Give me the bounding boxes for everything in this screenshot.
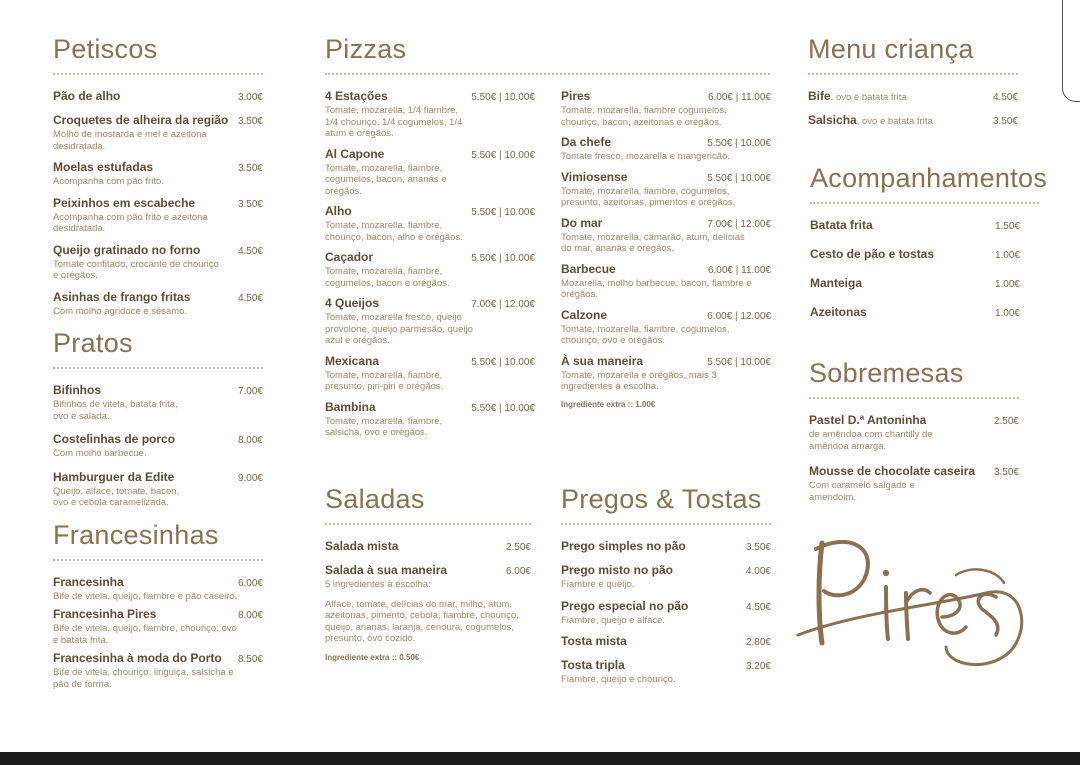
menu-item (325, 250, 535, 289)
menu-item-row (561, 634, 771, 650)
item-price: 4.50€ (237, 245, 263, 257)
item-description: Acompanha com pão frito. (53, 176, 164, 187)
menu-item-row (53, 470, 263, 486)
item-price: 6.00€ | 11.00€ (707, 264, 771, 276)
item-name-wrap (808, 89, 907, 105)
bottom-bar (0, 752, 1080, 765)
item-name: Mousse de chocolate caseira (809, 464, 976, 478)
menu-item (325, 147, 535, 198)
item-name: Da chefe (561, 135, 612, 149)
section-title-pregos: Pregos & Tostas (561, 484, 762, 514)
menu-item (561, 135, 771, 163)
item-description: Tomate, mozarella, 1/4 fiambre, 1/4 chouriço, 1/4 cogumelos, 1/4 atum e orégãos. (325, 105, 463, 139)
item-name: Bambina (325, 399, 376, 414)
menu-item (53, 243, 263, 282)
menu-item-row (810, 218, 1020, 234)
item-name: Francesinha Pires (53, 607, 157, 621)
item-price: 4.50€ (237, 292, 263, 304)
menu-item (810, 218, 1020, 234)
menu-item (809, 464, 1019, 503)
menu-item (325, 563, 531, 591)
menu-item (53, 607, 263, 646)
pratos-list (53, 383, 263, 509)
section-title-menu-crianca: Menu criança (808, 34, 974, 64)
menu-item-row (810, 276, 1020, 292)
menu-item (561, 170, 771, 209)
menu-item-row (561, 308, 771, 324)
item-name: Do mar (561, 215, 603, 230)
petiscos-list (53, 89, 263, 317)
menu-item (53, 470, 263, 509)
item-price: 7.00€ | 12.00€ (471, 299, 535, 310)
item-price: 3.50€ (992, 116, 1018, 127)
menu-item (561, 599, 771, 627)
section-title-sobremesas: Sobremesas (809, 358, 964, 388)
item-price: 5.50€ | 10.00€ (707, 356, 771, 368)
menu-item-row (53, 160, 263, 176)
item-description: Bife de vitela, queijo, fiambre, chouriço, ovo e batata frita. (53, 623, 237, 646)
menu-item (561, 634, 771, 650)
item-name: Manteiga (810, 276, 863, 290)
item-name: Salada à sua maneira (325, 563, 448, 577)
menu-item (53, 432, 263, 460)
divider (53, 367, 263, 369)
item-price: 5.50€ | 10.00€ (471, 253, 535, 264)
menu-item-row (810, 305, 1020, 321)
item-name: Azeitonas (810, 305, 867, 319)
menu-item-row (325, 354, 535, 370)
menu-item (53, 575, 263, 603)
item-description: Tomate, mozarella, camarão, atum, delícias do mar, ananás e orégãos. (561, 231, 745, 254)
menu-item (809, 413, 1019, 452)
item-name: Prego misto no pão (561, 563, 674, 577)
menu-item (561, 262, 771, 301)
menu-crianca-list (808, 89, 1018, 129)
menu-item-row (561, 658, 771, 674)
menu-item (561, 539, 771, 555)
menu-item-row (53, 432, 263, 448)
item-price: 1.00€ (994, 308, 1020, 319)
sobremesas-section (809, 357, 1019, 515)
section-title-francesinhas: Francesinhas (53, 519, 219, 550)
item-name: Croquetes de alheira da região (53, 113, 229, 127)
menu-item-row (809, 413, 1019, 429)
menu-item (561, 216, 771, 255)
section-title-pizzas: Pizzas (325, 34, 407, 64)
menu-item (53, 113, 263, 152)
item-name: Caçador (325, 250, 374, 264)
menu-item (53, 89, 263, 105)
item-name: Tosta tripla (561, 658, 625, 672)
menu-item-row (561, 539, 771, 555)
item-description: Tomate, mozarella, fiambre, salsicha, ovo e orégãos. (325, 415, 443, 438)
menu-item-row (561, 563, 771, 579)
item-description: Fiambre, queijo e chouriço. (561, 674, 676, 685)
item-name: Pires (561, 89, 591, 103)
menu-item-row (561, 599, 771, 615)
item-price: 3.50€ (237, 116, 263, 127)
item-price: 5.50€ | 10.00€ (471, 92, 535, 103)
item-description: de amêndoa com chantilly de amêndoa amarga. (809, 429, 933, 452)
item-name: 4 Queijos (325, 296, 380, 310)
menu-item-row (810, 247, 1020, 263)
pizzas-section (325, 33, 770, 89)
sobremesas-list (809, 413, 1019, 503)
item-description: Tomate, mozarella e orégãos, mais 3 ingredientes à escolha. (561, 369, 717, 392)
menu-item-row (325, 250, 535, 266)
item-name: Pastel D.ª Antoninha (809, 413, 927, 427)
menu-item (325, 400, 535, 439)
item-price: 2.50€ (505, 542, 531, 553)
item-description: Bifinhos de vitela, batata frita, ovo e salada. (53, 399, 178, 422)
item-price: 2.80€ (745, 637, 771, 648)
saladas-section (325, 483, 531, 662)
item-price: 3.50€ (993, 467, 1019, 478)
item-price: 3.00€ (237, 92, 263, 103)
item-name: Peixinhos em escabeche (53, 195, 196, 210)
menu-item-row (53, 89, 263, 105)
item-name: Francesinha à moda do Porto (53, 651, 222, 665)
menu-item-row (325, 89, 535, 105)
menu-item (561, 563, 771, 591)
divider (561, 523, 771, 525)
item-price: 4.00€ (745, 566, 771, 577)
menu-item-row (325, 147, 535, 163)
item-price: 1.50€ (994, 221, 1020, 232)
section-title-saladas: Saladas (325, 484, 425, 514)
item-description: 5 ingredientes à escolha: (325, 579, 431, 590)
item-description: Tomate, mozarella, fiambre cogumelos, chouriço, bacon, azeitonas e orégãos. (561, 105, 727, 128)
menu-item-row (561, 262, 771, 278)
acompanhamentos-list (810, 218, 1020, 321)
item-price: 3.50€ (745, 542, 771, 553)
menu-item (808, 89, 1018, 105)
item-name: Costelinhas de porco (53, 432, 176, 446)
item-price: 5.50€ | 10.00€ (471, 402, 535, 414)
item-name: Calzone (561, 307, 608, 322)
menu-item (810, 305, 1020, 321)
item-price: 7.00€ (237, 386, 263, 397)
item-price: 6.00€ | 12.00€ (707, 310, 771, 322)
item-name: Barbecue (561, 261, 616, 276)
menu-item-row (561, 170, 771, 186)
item-price: 9.00€ (237, 472, 263, 484)
item-description: Acompanha com pão frito e azeitona desidratada. (53, 211, 208, 234)
menu-item (53, 160, 263, 188)
menu-item-row (53, 290, 263, 306)
item-name: Prego simples no pão (561, 539, 686, 553)
menu-item-row (325, 539, 531, 555)
item-description: Com molho barbecue. (53, 448, 147, 459)
menu-item (561, 308, 771, 347)
item-price: 6.00€ (505, 566, 531, 577)
item-description: Tomate, mozarella fresco, queijo provolone, queijo parmesão, queijo azul e orégãos. (325, 312, 473, 346)
item-description: Com molho agridoce e sésamo. (53, 305, 188, 317)
salad-options-text: Alface, tomate, delícias do mar, milho, atum, azeitonas, pimento, cebola, fiambre, chouriço, queijo, ananás, laranja, cenoura, cogumelos, presunto, ovo cozido. (325, 598, 519, 644)
menu-item-row (808, 113, 1018, 129)
divider (325, 523, 531, 525)
item-price: 5.50€ | 10.00€ (707, 138, 771, 149)
menu-item-row (53, 243, 263, 259)
item-price: 4.50€ (992, 92, 1018, 103)
menu-item-row (53, 196, 263, 212)
menu-item-row (809, 464, 1019, 480)
item-description: Bife de vitela, queijo, fiambre e pão caseiro. (53, 590, 238, 602)
menu-item (325, 89, 535, 140)
pregos-list (561, 539, 771, 686)
menu-item-row (561, 89, 771, 105)
item-name-wrap (808, 113, 933, 129)
pires-logo (796, 535, 1036, 675)
item-description: Molho de mostarda e mel e azeitona desidratada. (53, 129, 207, 152)
item-price: 5.50€ | 10.00€ (471, 207, 535, 218)
item-description: Tomate, mozarella, fiambre, cogumelos, bacon, ananás e orégãos. (325, 162, 447, 197)
item-price: 6.00€ | 11.00€ (707, 92, 771, 103)
menu-item-row (325, 204, 535, 220)
item-description: Tomate confitado, crocante de chouriço e orégãos. (53, 258, 219, 281)
item-price: 3.20€ (745, 661, 771, 672)
divider (809, 397, 1019, 399)
saladas-list (325, 539, 531, 591)
divider (325, 73, 770, 75)
menu-item-row (53, 113, 263, 129)
item-name: Prego especial no pão (561, 598, 689, 613)
pizzas-left-list (325, 89, 535, 446)
menu-item (810, 276, 1020, 292)
pregos-section (561, 483, 771, 694)
item-price: 3.50€ (237, 163, 263, 174)
item-description: , ovo e batata frita (830, 92, 907, 103)
item-name: Al Capone (325, 146, 385, 161)
menu-item (561, 89, 771, 128)
menu-item (325, 296, 535, 347)
section-title-petiscos: Petiscos (53, 34, 158, 64)
section-title-pratos: Pratos (53, 328, 133, 358)
item-name: Bifinhos (53, 383, 101, 397)
item-description: Tomate, mozarella, fiambre, cogumelos, chouriço, ovo e orégãos. (561, 323, 730, 346)
menu-item-row (53, 383, 263, 399)
francesinhas-list (53, 575, 263, 691)
item-name: Mexicana (325, 353, 380, 368)
item-description: Com caramelo salgado e amendoim. (809, 480, 915, 503)
item-price: 3.50€ (237, 198, 263, 210)
item-name: Moelas estufadas (53, 160, 154, 174)
item-description: Tomate, mozarella, fiambre, presunto, piri-piri e orégãos. (325, 369, 444, 392)
item-price: 4.50€ (745, 601, 771, 613)
menu-item (325, 204, 535, 243)
divider (53, 559, 263, 561)
item-price: 5.50€ | 10.00€ (471, 356, 535, 368)
menu-item-row (561, 216, 771, 232)
item-name: Queijo gratinado no forno (53, 242, 201, 257)
column-4 (808, 33, 1018, 137)
item-description: Tomate fresco, mozarella e mangericão. (561, 151, 730, 162)
item-description: Fiambre e queijo. (561, 579, 635, 590)
pizzas-right-list (561, 89, 771, 393)
item-description: Bife de vitela, chouriço, linguiça, salsicha e pão de forma. (53, 667, 234, 690)
divider (810, 202, 1039, 204)
item-price: 6.00€ (237, 577, 263, 589)
item-name: Batata frita (810, 218, 873, 232)
menu-item-row (561, 135, 771, 151)
item-price: 1.00€ (994, 250, 1020, 261)
item-price: 7.00€ | 12.00€ (707, 218, 771, 230)
item-name: Asinhas de frango fritas (53, 289, 191, 304)
item-name: Bife (808, 89, 831, 103)
menu-item (810, 247, 1020, 263)
menu-item (325, 354, 535, 393)
item-name: Francesinha (53, 574, 124, 589)
item-description: Mozarella, molho barbecue, bacon, fiambre e orégãos. (561, 277, 752, 300)
section-title-acompanhamentos: Acompanhamentos (810, 163, 1048, 193)
item-name: Cesto de pão e tostas (810, 247, 935, 261)
item-price: 8.50€ (237, 654, 263, 665)
item-name: 4 Estações (325, 89, 388, 103)
item-description: , ovo e batata frita (856, 116, 933, 127)
item-name: Alho (325, 204, 352, 218)
item-description: Queijo, alface, tomate, bacon, ovo e cebola caramelizada. (53, 485, 180, 508)
menu-item-row (808, 89, 1018, 105)
item-price: 5.50€ | 10.00€ (707, 172, 771, 184)
pizza-extra-note: Ingrediente extra :: 1.00€ (561, 399, 656, 409)
item-description: Tomate, mozarella, fiambre, cogumelos, bacon e orégãos. (325, 266, 450, 289)
menu-item-row (561, 354, 771, 370)
item-price: 8.00€ (237, 610, 263, 621)
item-name: Salsicha (808, 113, 857, 127)
menu-item (808, 113, 1018, 129)
menu-item-row (53, 575, 263, 591)
menu-item (53, 651, 263, 690)
item-description: Tomate, mozarella, fiambre, cogumelos, presunto, azeitonas, pimentos e orégãos. (561, 185, 736, 208)
item-name: Hamburguer da Edite (53, 469, 175, 484)
item-description: Fiambre, queijo e alface. (561, 614, 666, 626)
page-corner-frame (1062, 0, 1080, 102)
menu-item (325, 539, 531, 555)
item-name: Tosta mista (561, 634, 627, 648)
pizzas-right-column (561, 89, 771, 409)
menu-item-row (53, 607, 263, 623)
column-1 (53, 33, 263, 695)
menu-item (561, 354, 771, 393)
item-name: Vimiosense (561, 169, 628, 184)
item-name: Pão de alho (53, 89, 121, 103)
item-description: Tomate, mozarella, fiambre, chouriço, bacon, alho e orégãos. (325, 220, 463, 243)
item-price: 1.00€ (994, 279, 1020, 290)
acompanhamentos-section (810, 162, 1048, 334)
menu-item (53, 383, 263, 422)
divider (53, 73, 263, 75)
menu-item (53, 196, 263, 235)
item-price: 2.50€ (993, 416, 1019, 427)
menu-item-row (325, 563, 531, 579)
menu-item (53, 290, 263, 318)
menu-item-row (53, 651, 263, 667)
item-price: 5.50€ | 10.00€ (471, 149, 535, 161)
item-price: 8.00€ (237, 435, 263, 446)
salad-extra-note: Ingrediente extra :: 0.50€ (325, 652, 420, 662)
item-name: Salada mista (325, 539, 399, 553)
item-name: À sua maneira (561, 353, 644, 368)
menu-item-row (325, 400, 535, 416)
menu-item (561, 658, 771, 686)
menu-item-row (325, 296, 535, 312)
divider (808, 73, 1018, 75)
